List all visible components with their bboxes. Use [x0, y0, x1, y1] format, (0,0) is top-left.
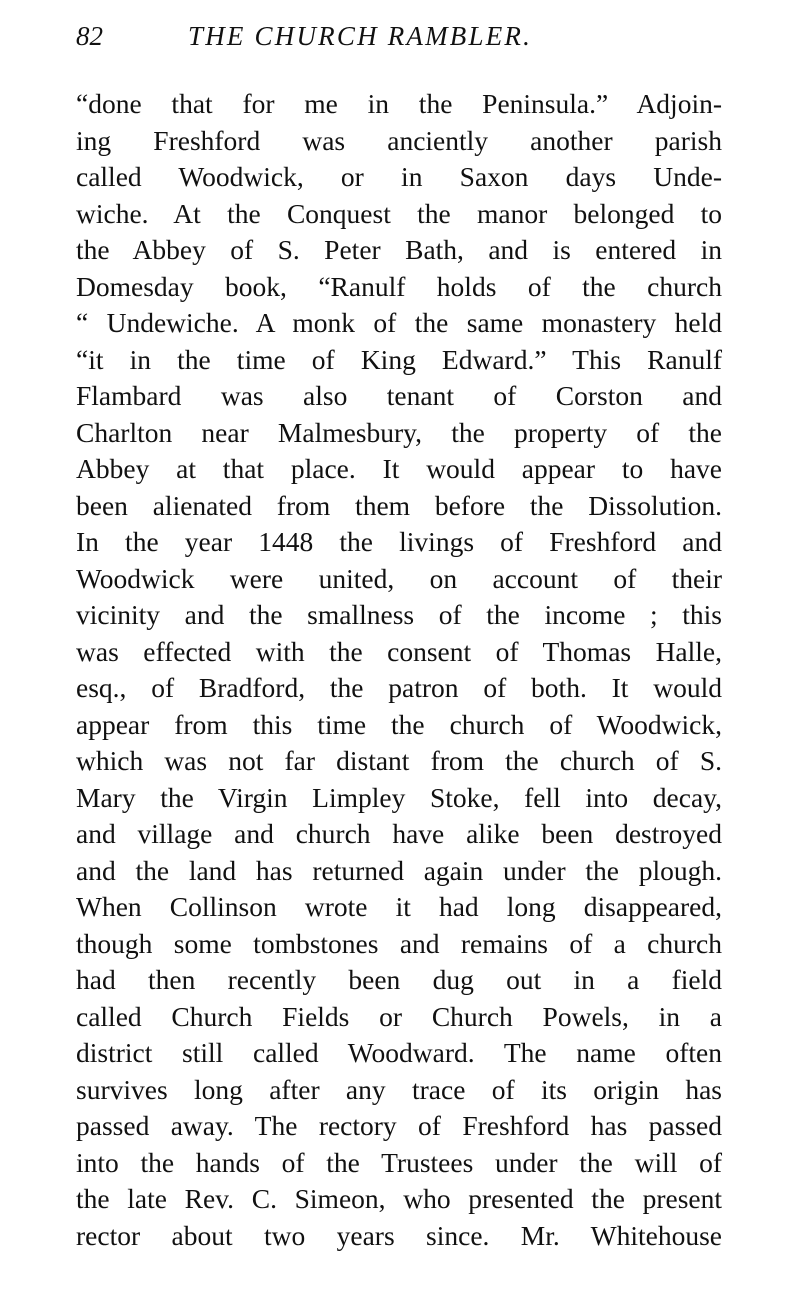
running-head: [76, 18, 728, 58]
running-title: THE CHURCH RAMBLER.: [188, 21, 533, 51]
page-number: 82: [76, 21, 103, 51]
text-line: into the hands of the Trustees under the will of: [76, 1146, 722, 1178]
text-line: called Church Fields or Church Powels, in a: [76, 1000, 722, 1032]
text-line: Charlton near Malmesbury, the property of the: [76, 416, 722, 448]
text-line: Flambard was also tenant of Corston and: [76, 380, 722, 411]
text-line: and the land has returned again under the plough.: [76, 854, 722, 886]
text-line: When Collinson wrote it had long disappeared,: [76, 891, 722, 922]
text-line: survives long after any trace of its origin has: [76, 1073, 722, 1105]
text-line: appear from this time the church of Woodwick,: [76, 708, 722, 740]
text-line: “it in the time of King Edward.” This Ranulf: [76, 343, 722, 375]
text-line: In the year 1448 the livings of Freshford and: [76, 526, 722, 557]
text-line: passed away. The rectory of Freshford has passed: [76, 1110, 722, 1141]
text-line: called Woodwick, or in Saxon days Unde-: [76, 161, 722, 192]
text-line: the late Rev. C. Simeon, who presented the present: [76, 1183, 722, 1214]
text-line: “done that for me in the Peninsula.” Adjoin-: [76, 88, 722, 119]
text-line: rector about two years since. Mr. Whitehouse: [76, 1219, 722, 1251]
text-line: which was not far distant from the church of S.: [76, 745, 722, 776]
text-line: the Abbey of S. Peter Bath, and is entered in: [76, 234, 722, 265]
text-line: “ Undewiche. A monk of the same monastery held: [76, 307, 722, 338]
text-line: Mary the Virgin Limpley Stoke, fell into decay,: [76, 781, 722, 813]
text-line: Abbey at that place. It would appear to have: [76, 453, 722, 484]
text-line: though some tombstones and remains of a church: [76, 927, 722, 959]
text-line: ing Freshford was anciently another parish: [76, 124, 722, 156]
text-line: and village and church have alike been destroyed: [76, 818, 722, 849]
body-text: [76, 86, 722, 1254]
text-line: district still called Woodward. The name often: [76, 1037, 722, 1068]
text-line: was effected with the consent of Thomas Halle,: [76, 635, 722, 667]
text-line: vicinity and the smallness of the income ; this: [76, 599, 722, 630]
text-line: esq., of Bradford, the patron of both. It would: [76, 672, 722, 703]
text-line: Woodwick were united, on account of their: [76, 562, 722, 594]
text-line: wiche. At the Conquest the manor belonged to: [76, 197, 722, 229]
text-line: had then recently been dug out in a field: [76, 964, 722, 995]
text-line: been alienated from them before the Dissolution.: [76, 489, 722, 521]
text-line: Domesday book, “Ranulf holds of the church: [76, 270, 722, 302]
